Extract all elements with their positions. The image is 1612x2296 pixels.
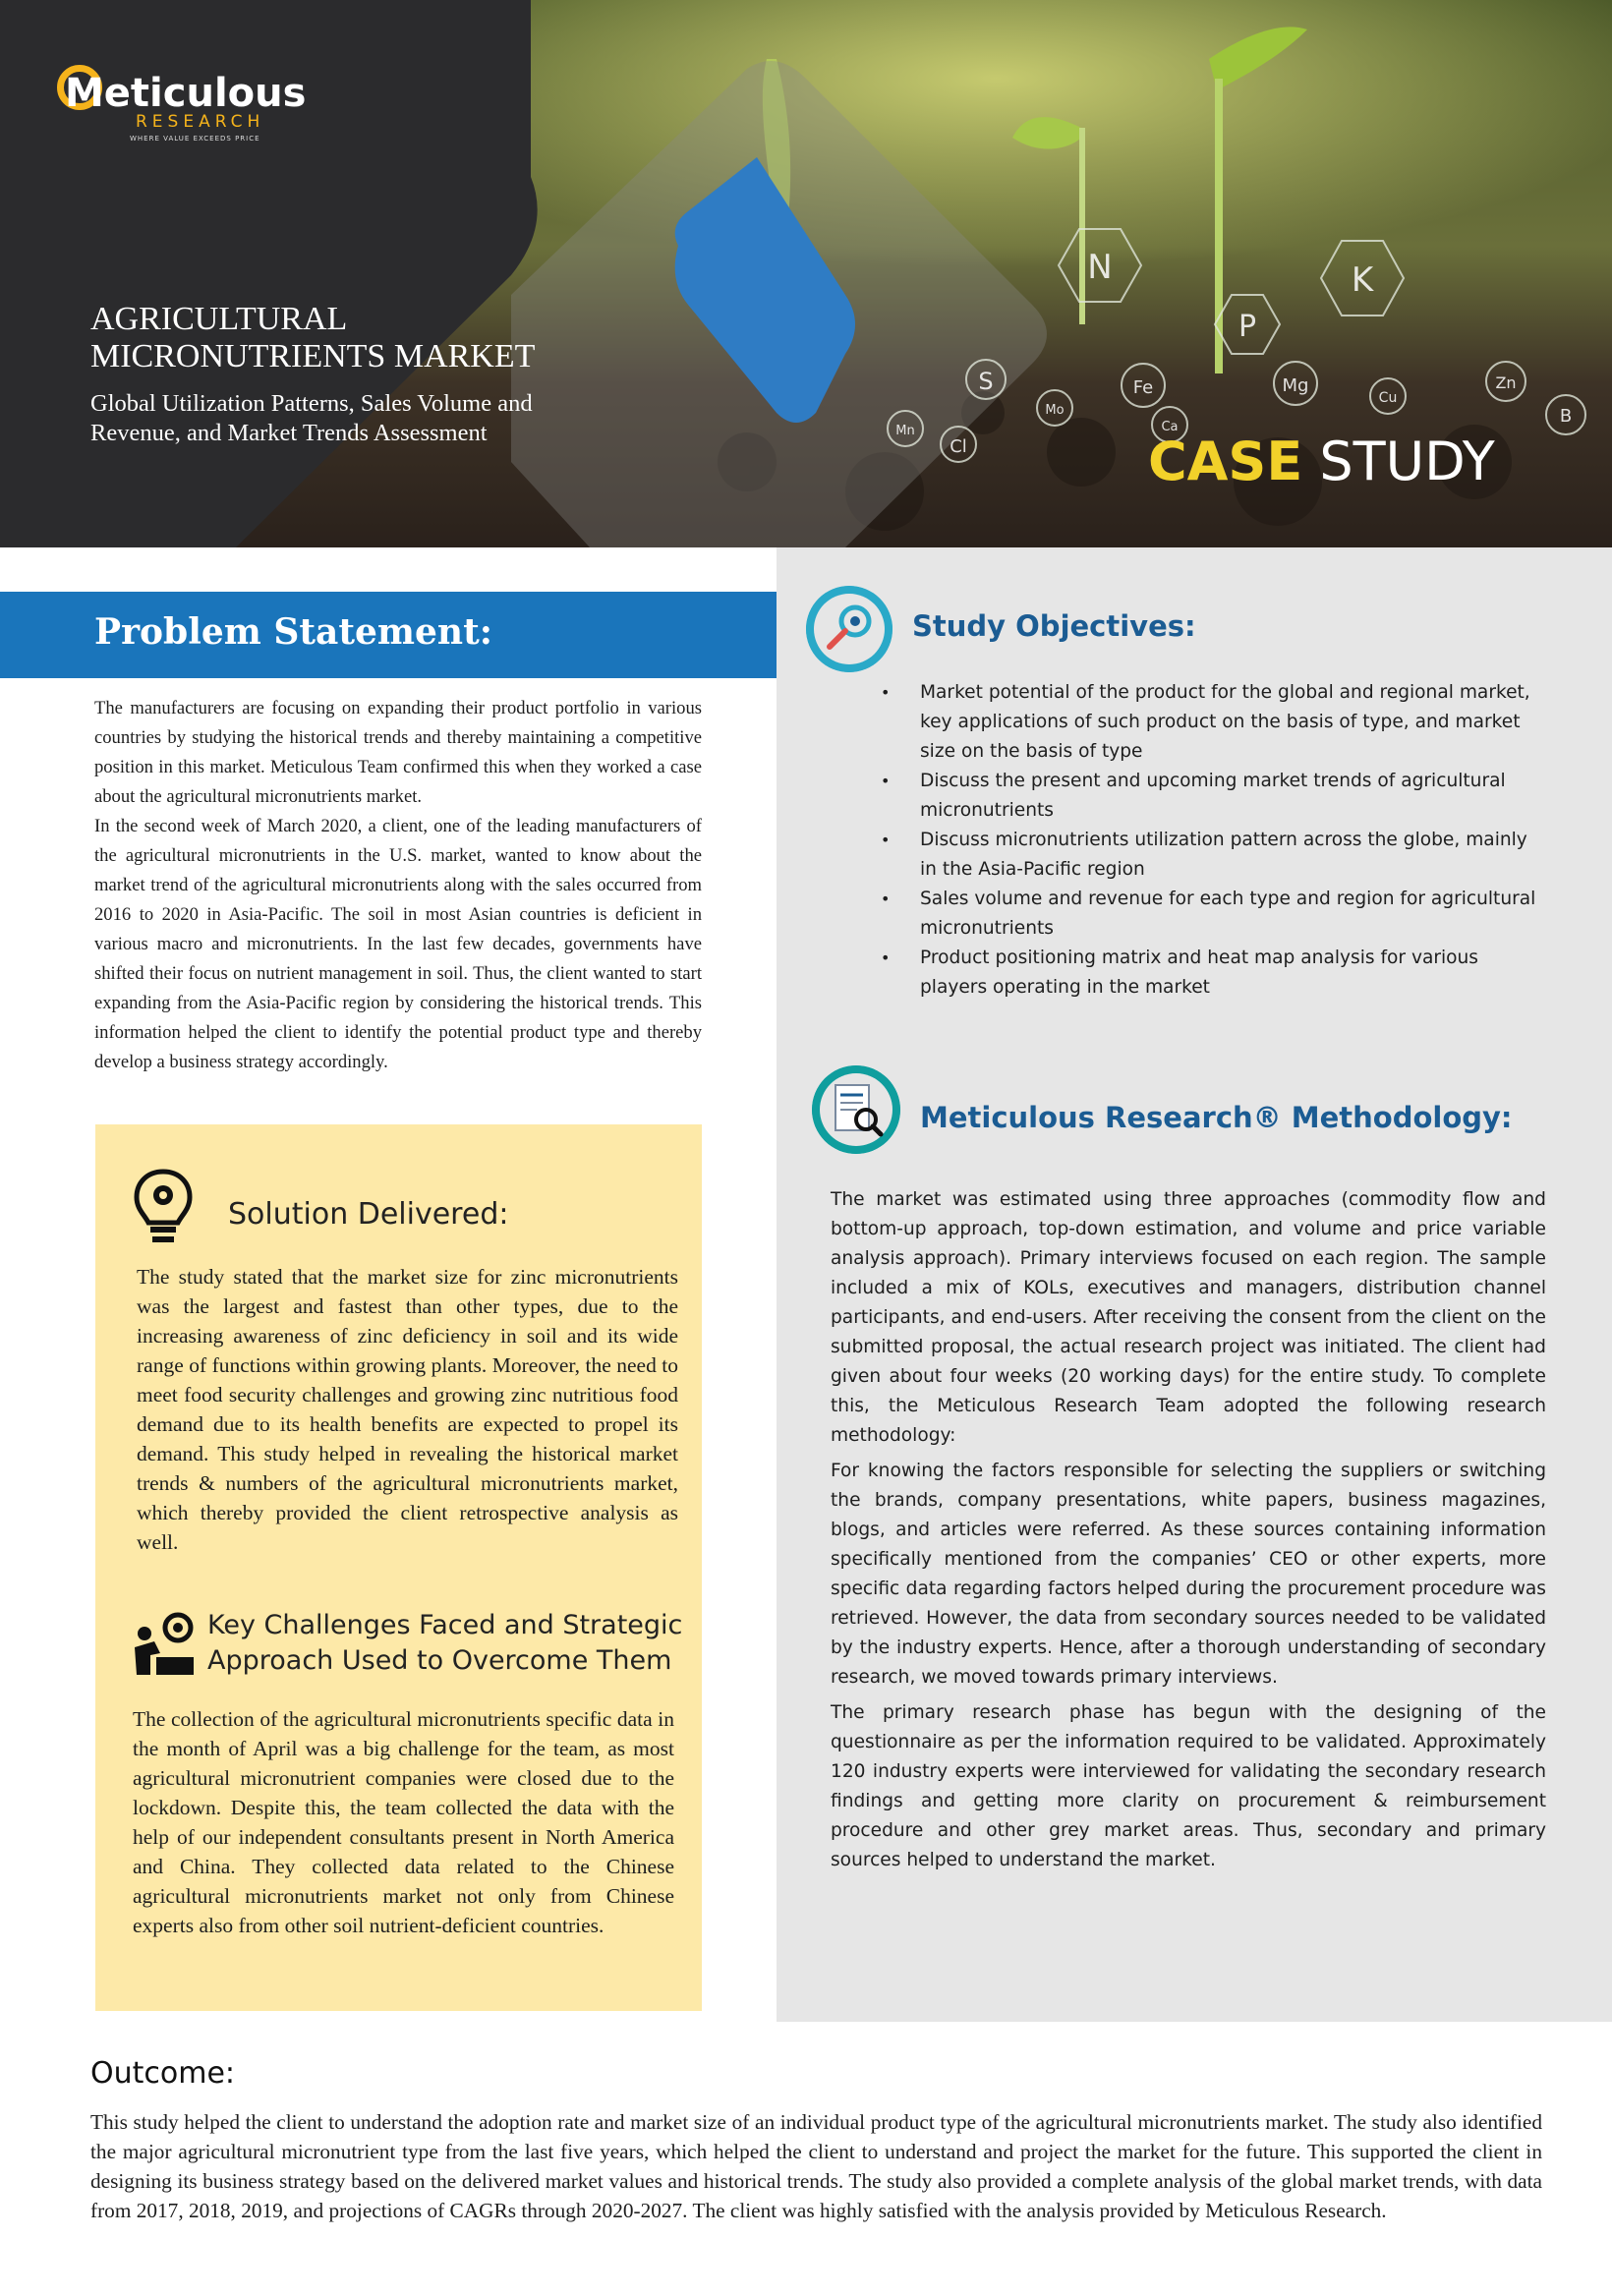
- nutrient-mn: Mn: [895, 424, 915, 438]
- methodology-para-3: The primary research phase has begun with the designing of the questionnaire as per the information required to be validated. Approximately 120 industry experts were interviewed for validating the secondary research findings and getting more clarity on procurement & reimbursement procedure and other grey market areas. Thus, secondary and primary sources helped to understand the market.: [831, 1702, 1546, 1870]
- challenges-title: [207, 1608, 699, 1679]
- report-subtitle: Global Utilization Patterns, Sales Volume and Revenue, and Market Trends Assessment: [90, 390, 533, 446]
- objective-item: • Discuss micronutrients utilization pattern across the globe, mainly in the Asia-Pacific region: [881, 826, 1549, 885]
- header-banner: [0, 0, 1612, 547]
- magnifier-gear-icon: [806, 586, 892, 672]
- nutrient-b: B: [1559, 406, 1573, 427]
- study-word: STUDY: [1302, 430, 1495, 492]
- nutrient-mg: Mg: [1282, 375, 1309, 396]
- problem-statement-title: Problem Statement:: [94, 611, 492, 653]
- objective-item: • Product positioning matrix and heat map analysis for various players operating in the market: [881, 944, 1549, 1003]
- objective-item: • Market potential of the product for the global and regional market, key applications of such product on the basis of type, and market size on the basis of type: [881, 678, 1549, 767]
- document-search-icon: [812, 1065, 900, 1154]
- objectives-list: [881, 678, 1549, 1003]
- problem-statement-body: [94, 694, 702, 1077]
- nutrient-n: N: [1087, 248, 1113, 287]
- logo-brand: Meticulous: [65, 71, 307, 116]
- report-title-line2: MICRONUTRIENTS MARKET: [90, 338, 536, 374]
- methodology-title: Meticulous Research® Methodology:: [920, 1101, 1513, 1134]
- nutrient-cl: Cl: [950, 436, 967, 457]
- case-word: CASE: [1148, 430, 1303, 492]
- challenges-body: The collection of the agricultural micronutrients specific data in the month of April was a big challenge for the team, as most agricultural micronutrient companies were closed due to the lockdown. Despite this, the team collected the data with the help of our independent consultants present in North America and China. They collected data related to the Chinese agricultural micronutrients market not only from Chinese experts also from other soil nutrient-deficient countries.: [133, 1707, 674, 1937]
- methodology-para-1: The market was estimated using three approaches (commodity flow and bottom-up approach, top-down estimation, and volume and price variable analysis approach). Primary interviews focused on each region. The sample included a mix of KOLs, executives and managers, distribution channel participants, and end-users. After receiving the consent from the client on the submitted proposal, the actual research project was initiated. The client had given about four weeks (20 working days) for the entire study. To complete this, the Meticulous Research Team adopted the following research methodology:: [831, 1189, 1546, 1446]
- objectives-title: Study Objectives:: [912, 609, 1196, 643]
- nutrient-mo: Mo: [1045, 403, 1065, 418]
- nutrient-zn: Zn: [1495, 373, 1517, 392]
- lightbulb-gear-icon: [131, 1168, 196, 1250]
- challenges-title-line1: Key Challenges Faced and Strategic: [207, 1610, 683, 1640]
- case-study-label: [1148, 430, 1495, 492]
- problem-para-2: In the second week of March 2020, a client, one of the leading manufacturers of the agricultural micronutrients in the U.S. market, wanted to know about the market trend of the agricultural micronutrients along with the sales occurred from 2016 to 2020 in Asia-Pacific. The soil in most Asian countries is deficient in various macro and micronutrients. In the last few decades, governments have shifted their focus on nutrient management in soil. Thus, the client wanted to start expanding from the Asia-Pacific region by considering the historical trends. This information helped the client to identify the potential product type and thereby develop a business strategy accordingly.: [94, 816, 702, 1072]
- methodology-body: [831, 1185, 1546, 1881]
- outcome-title: Outcome:: [90, 2056, 236, 2091]
- challenges-title-line2: Approach Used to Overcome Them: [207, 1645, 672, 1676]
- outcome-body: This study helped the client to understand the adoption rate and market size of an individual product type of the agricultural micronutrients market. The study also identified the major agricultural micronutrient type from the last five years, which helped the client to understand and project the market for the future. This supported the client in designing its business strategy based on the delivered market values and historical trends. The study also provided a complete analysis of the global market trends, with data from 2017, 2018, 2019, and projections of CAGRs through 2020-2027. The client was highly satisfied with the analysis provided by Meticulous Research.: [90, 2110, 1542, 2222]
- logo-tagline: WHERE VALUE EXCEEDS PRICE: [130, 135, 260, 143]
- solution-title: Solution Delivered:: [228, 1197, 509, 1232]
- objective-item: • Sales volume and revenue for each type and region for agricultural micronutrients: [881, 885, 1549, 944]
- meticulous-logo: [57, 61, 307, 149]
- problem-para-1: The manufacturers are focusing on expanding their product portfolio in various countries by studying the historical trends and thereby maintaining a competitive position in this market. Meticulous Team confirmed this when they worked a case about the agricultural micronutrients market.: [94, 698, 702, 807]
- nutrient-k: K: [1351, 260, 1374, 300]
- report-title: [90, 301, 641, 375]
- objective-item: • Discuss the present and upcoming market trends of agricultural micronutrients: [881, 767, 1549, 826]
- methodology-para-2: For knowing the factors responsible for selecting the suppliers or switching the brands, company presentations, white papers, business magazines, blogs, and articles were referred. As these sources containing information specifically mentioned from the companies’ CEO or other experts, more specific data regarding factors helped during the procurement procedure was retrieved. However, the data from secondary sources needed to be validated by the industry experts. Hence, after a thorough understanding of secondary research, we moved towards primary interviews.: [831, 1461, 1546, 1688]
- nutrient-ca: Ca: [1161, 420, 1179, 434]
- solution-body: The study stated that the market size for zinc micronutrients was the largest and fastest than other types, due to the increasing awareness of zinc deficiency in soil and its wide range of functions within growing plants. Moreover, the need to meet food security challenges and growing zinc nutritious food demand due to its health benefits are expected to propel its demand. This study helped in revealing the historical market trends & numbers of the agricultural micronutrients market, which thereby provided the client retrospective analysis as well.: [137, 1265, 678, 1554]
- nutrient-p: P: [1238, 310, 1257, 344]
- strategy-person-icon: [131, 1612, 198, 1677]
- nutrient-fe: Fe: [1132, 377, 1154, 398]
- nutrient-cu: Cu: [1378, 390, 1398, 406]
- report-title-line1: AGRICULTURAL: [90, 301, 348, 337]
- nutrient-s: S: [978, 368, 994, 395]
- logo-sub: RESEARCH: [136, 112, 265, 132]
